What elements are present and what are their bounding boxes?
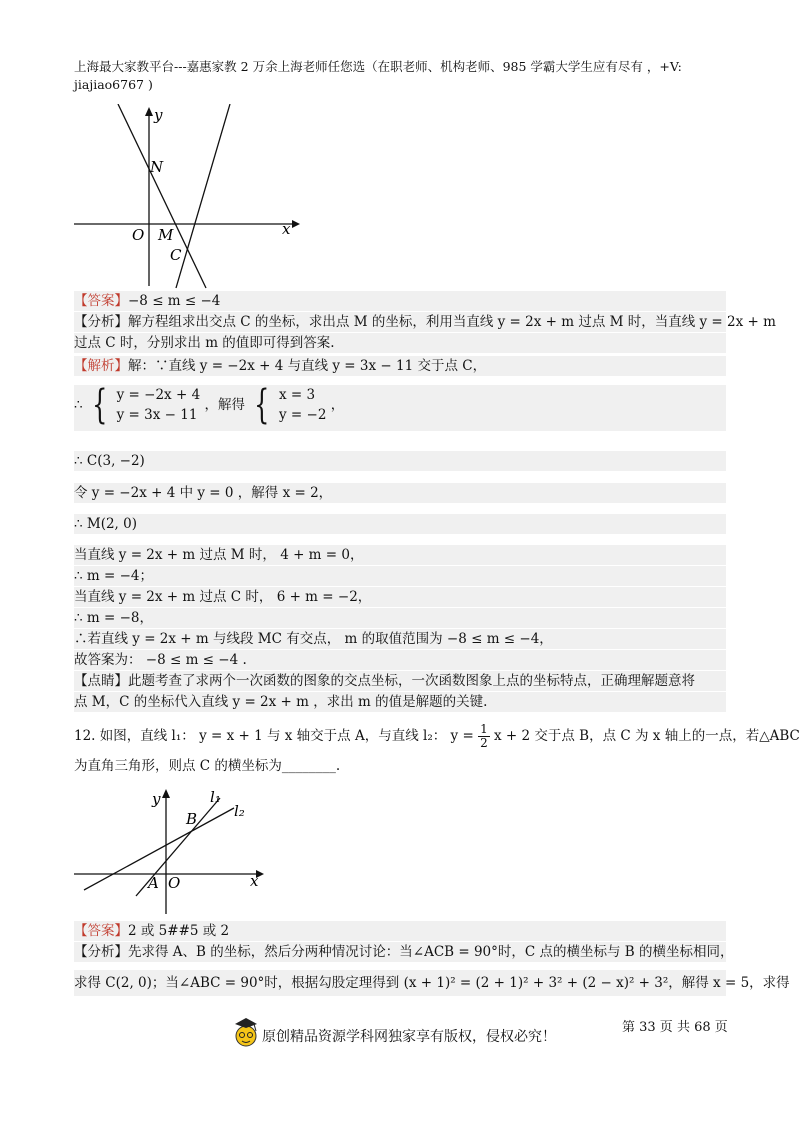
analysis-tag: 【分析】 <box>74 944 128 960</box>
copyright-notice: 原创精品资源学科网独家享有版权，侵权必究！ <box>262 1029 556 1045</box>
q12-stem-line-2 <box>74 756 726 776</box>
q12-stem-b: x + 2 交于点 B，点 C 为 x 轴上的一点，若△ABC <box>494 728 800 744</box>
q11-analysis-line-2 <box>74 333 726 353</box>
range-text: ∴若直线 y = 2x + m 与线段 MC 有交点， m 的取值范围为 −8 ≤ m ≤ −4， <box>74 631 553 647</box>
q11-m-coordinate <box>74 514 726 534</box>
answer-tag: 【答案】 <box>74 293 128 309</box>
analysis-tag: 【分析】 <box>74 314 128 330</box>
mascot-icon <box>232 1016 260 1048</box>
q11-c-coordinate <box>74 451 726 471</box>
q12-analysis-line-1 <box>74 942 734 962</box>
q11-comment-line-1 <box>74 671 726 691</box>
label-l1: l₁ <box>210 788 221 806</box>
label-C: C <box>170 246 182 264</box>
system-1 <box>117 385 201 425</box>
label-B: B <box>186 810 198 828</box>
analysis-text-2: 求得 C(2, 0)；当∠ABC = 90°时，根据勾股定理得到 (x + 1)² = (2 + 1)² + 3² + (2 − x)² + 3²，解得 x = 5，求得 <box>74 975 790 991</box>
q11-solution-line-1 <box>74 356 726 376</box>
comment-text-1: 此题考查了求两个一次函数的图象的交点坐标，一次函数图象上点的坐标特点，正确理解题意将 <box>128 673 695 689</box>
left-brace-1: { <box>91 382 108 428</box>
comment-tag: 【点睛】 <box>74 673 128 689</box>
q12-stem-2-text: 为直角三角形，则点 C 的横坐标为________. <box>74 758 341 774</box>
header-line-1: 上海最大家教平台---嘉惠家教 2 万余上海老师任您选（在职老师、机构老师、985 学霸大学生应有尽有 ，+V: <box>74 59 682 74</box>
y-axis-arrow <box>162 789 170 798</box>
q12-analysis-line-2 <box>74 970 790 996</box>
figure-1-graph <box>70 104 300 290</box>
q12-stem-a: 12. 如图，直线 l₁： y = x + 1 与 x 轴交于点 A，与直线 l₂： y = <box>74 728 474 744</box>
fraction-denominator: 2 <box>480 736 488 750</box>
label-x: x <box>250 872 259 890</box>
label-l2: l₂ <box>234 802 245 820</box>
label-O: O <box>168 874 181 892</box>
line-l2 <box>84 808 234 890</box>
solve-word: ，解得 <box>204 397 245 413</box>
m-coordinate-text: ∴ M(2, 0) <box>74 516 137 532</box>
answer-text: −8 ≤ m ≤ −4 <box>128 293 221 309</box>
label-y: y <box>152 790 161 808</box>
case-1-result-text: ∴ m = −4； <box>74 568 153 584</box>
q11-range <box>74 629 726 649</box>
fraction-numerator: 1 <box>480 722 488 736</box>
line-decreasing <box>118 104 206 288</box>
header-line-2: jiajiao6767 ) <box>74 77 153 92</box>
case-2-result-text: ∴ m = −8， <box>74 610 153 626</box>
page-header <box>74 58 734 94</box>
label-M: M <box>158 226 174 244</box>
q11-case-1 <box>74 545 726 565</box>
answer-text: 2 或 5##5 或 2 <box>128 923 230 939</box>
figure-2-graph <box>70 786 270 916</box>
q11-final <box>74 650 726 670</box>
label-x: x <box>282 220 291 238</box>
system-1-eq-a: y = −2x + 4 <box>116 387 201 403</box>
system-2-eq-b: y = −2 <box>279 407 327 423</box>
comment-text-2: 点 M，C 的坐标代入直线 y = 2x + m ，求出 m 的值是解题的关键. <box>74 694 488 710</box>
solution-tag: 【解析】 <box>74 358 128 374</box>
solution-text-1: 解：∵直线 y = −2x + 4 与直线 y = 3x − 11 交于点 C， <box>128 358 487 374</box>
label-O: O <box>132 226 145 244</box>
q11-analysis-line-1 <box>74 312 776 332</box>
line-increasing <box>176 104 230 288</box>
case-2-text: 当直线 y = 2x + m 过点 C 时， 6 + m = −2， <box>74 589 372 605</box>
let-line-text: 令 y = −2x + 4 中 y = 0 ，解得 x = 2， <box>74 485 333 501</box>
system-2-eq-a: x = 3 <box>279 387 316 403</box>
q11-answer <box>74 291 726 311</box>
system-1-eq-b: y = 3x − 11 <box>116 407 198 423</box>
left-brace-2: { <box>254 382 270 428</box>
label-N: N <box>150 158 164 176</box>
label-y: y <box>154 106 163 124</box>
x-axis-arrow <box>292 220 300 228</box>
fraction-one-half <box>478 723 490 750</box>
final-text: 故答案为： −8 ≤ m ≤ −4 . <box>74 652 247 668</box>
analysis-text-1: 先求得 A、B 的坐标，然后分两种情况讨论：当∠ACB = 90°时，C 点的横坐标与 B 的横坐标相同， <box>128 944 734 960</box>
therefore-symbol: ∴ <box>74 397 83 413</box>
label-A: A <box>148 874 159 892</box>
system-2-end: ， <box>330 397 345 413</box>
y-axis-arrow <box>145 107 153 116</box>
system-2 <box>279 385 326 425</box>
q12-stem-line-1 <box>74 722 800 750</box>
case-1-text: 当直线 y = 2x + m 过点 M 时， 4 + m = 0， <box>74 547 364 563</box>
analysis-text-2: 过点 C 时，分别求出 m 的值即可得到答案. <box>74 335 335 351</box>
q11-case-2-result <box>74 608 726 628</box>
q11-case-2 <box>74 587 726 607</box>
q12-answer <box>74 921 726 941</box>
q11-case-1-result <box>74 566 726 586</box>
c-coordinate-text: ∴ C(3, −2) <box>74 453 145 469</box>
q11-comment-line-2 <box>74 692 726 712</box>
q11-let-line <box>74 483 726 503</box>
answer-tag: 【答案】 <box>74 923 128 939</box>
page-number: 第 33 页 共 68 页 <box>622 1020 728 1035</box>
analysis-text-1: 解方程组求出交点 C 的坐标，求出点 M 的坐标，利用当直线 y = 2x + m 过点 M 时，当直线 y = 2x + m <box>128 314 776 330</box>
q11-equation-system <box>74 382 726 431</box>
